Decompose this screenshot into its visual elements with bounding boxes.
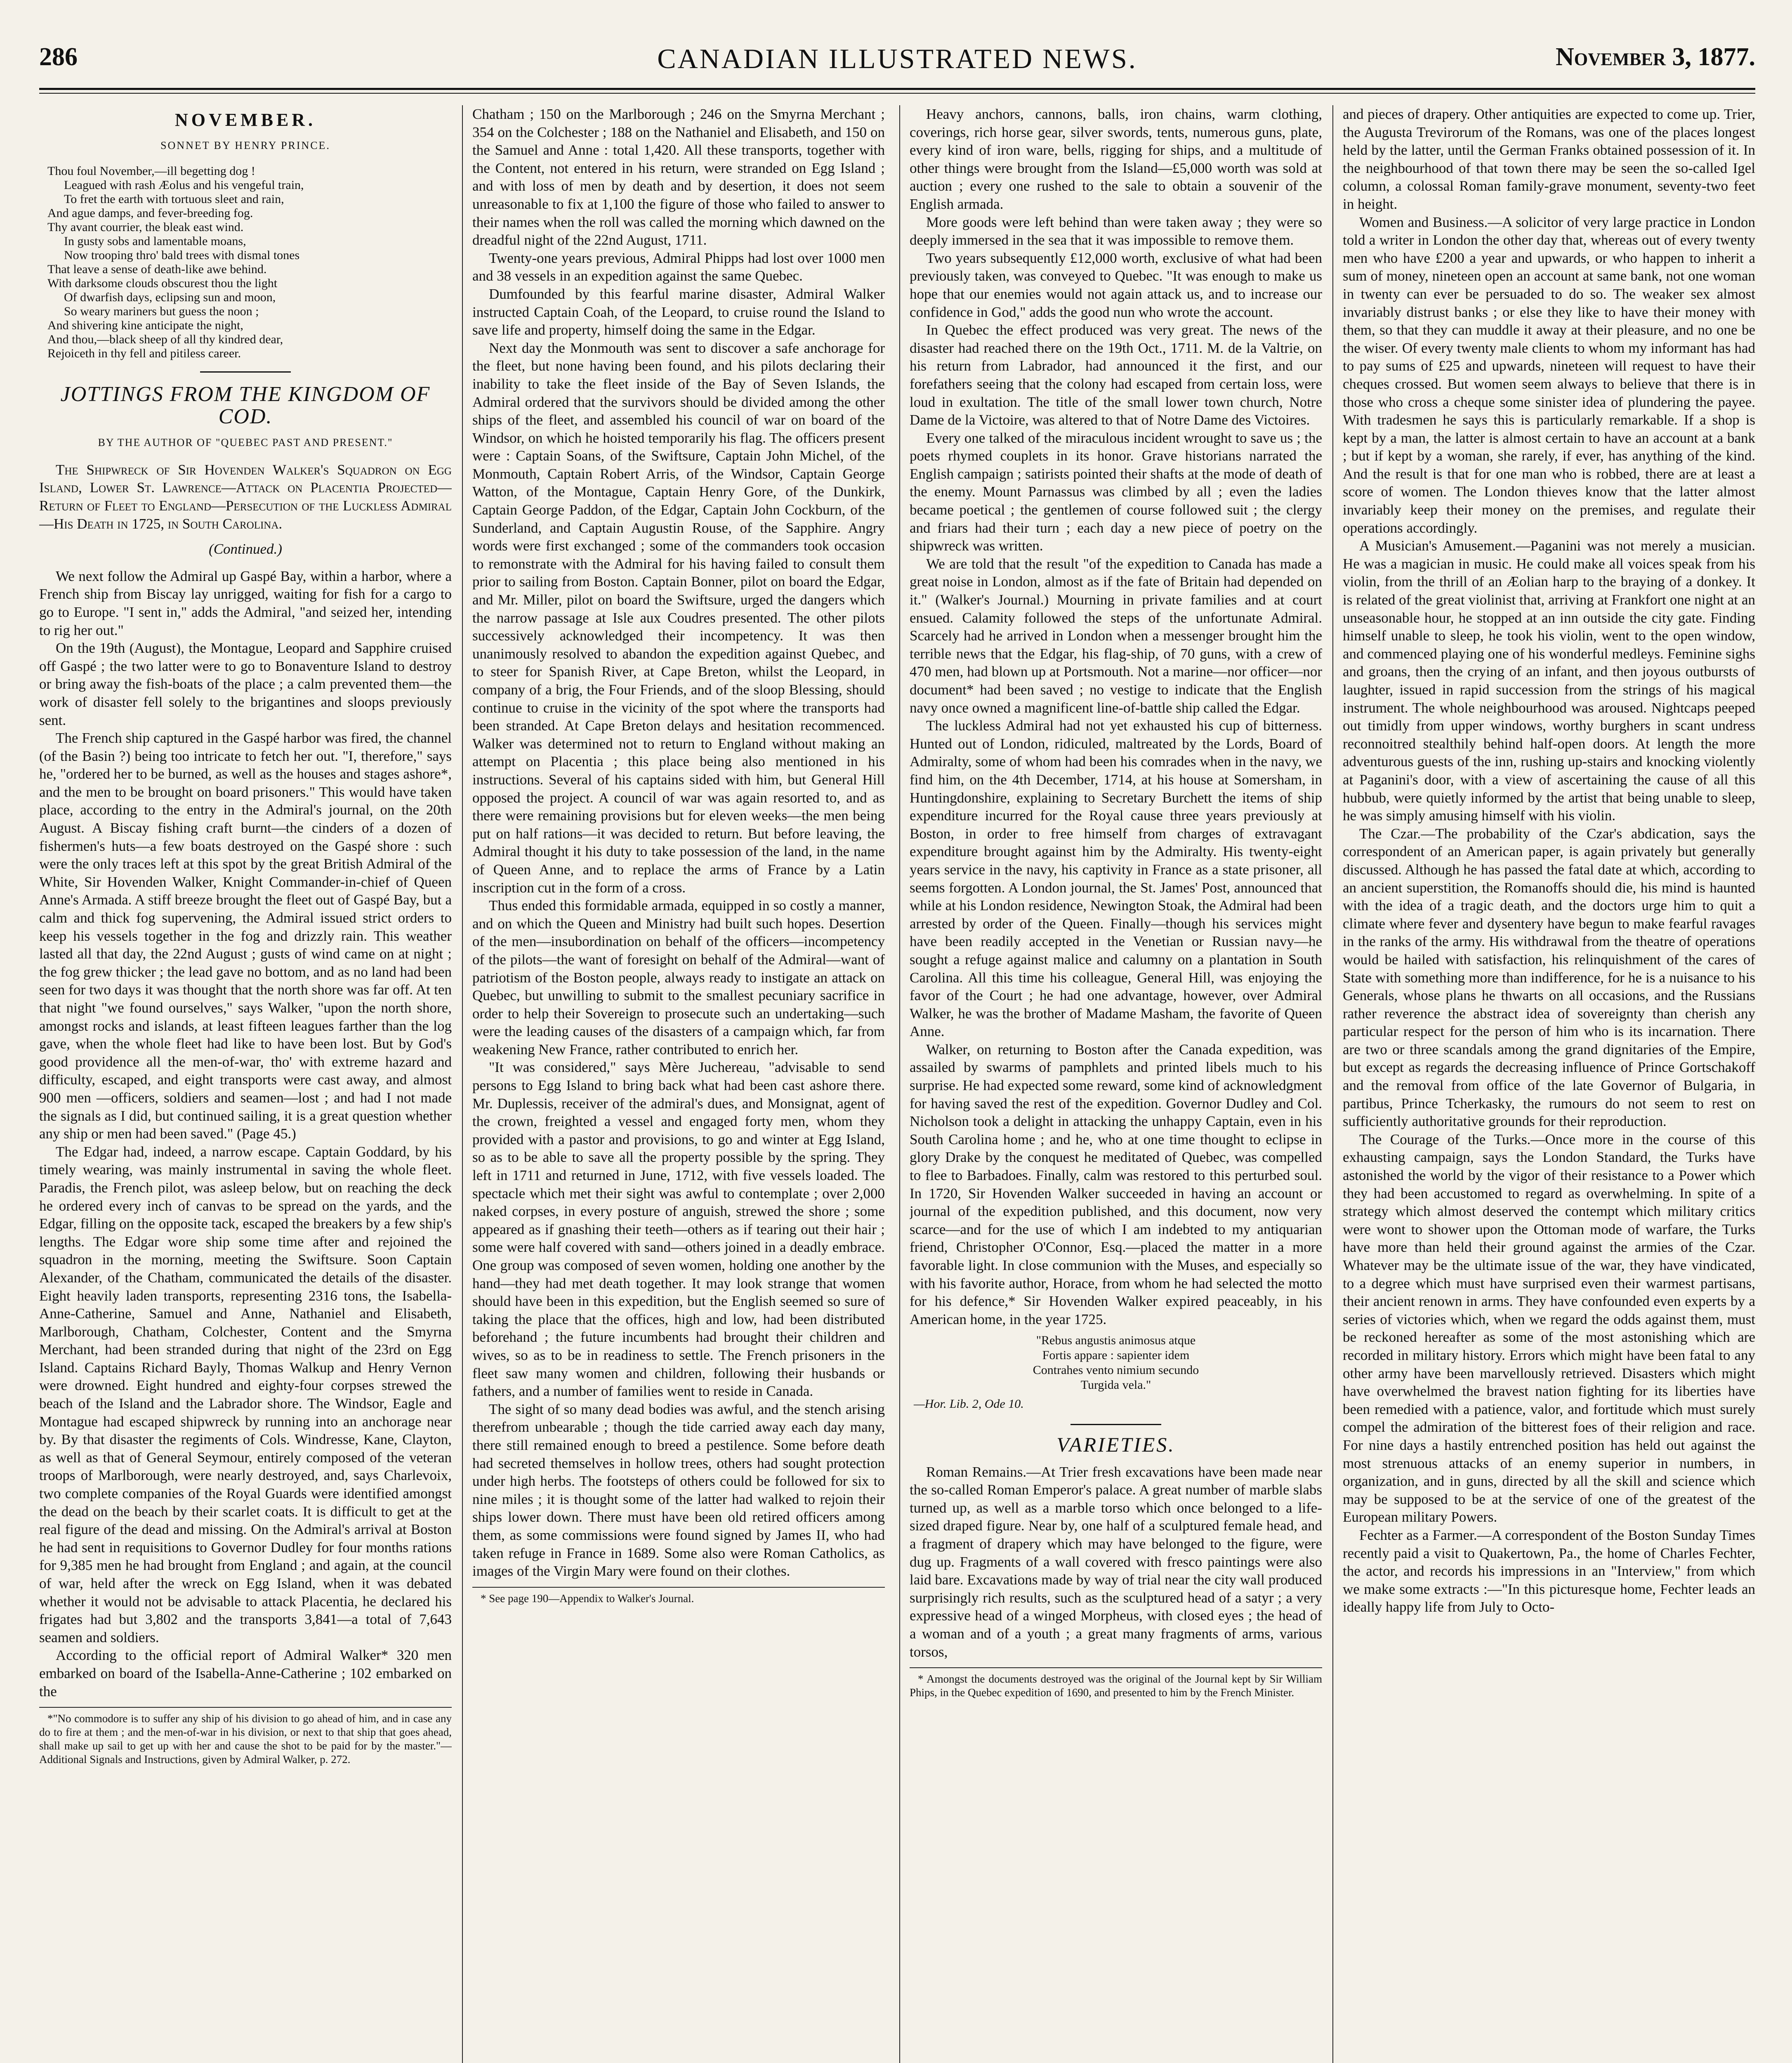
motto-line: Fortis appare : sapienter idem [1042,1348,1190,1362]
column-divider [462,105,463,2063]
poem-line: And shivering kine anticipate the night, [47,319,243,333]
poem-line: With darksome clouds obscurest thou the light [47,276,278,290]
poem-line: Leagued with rash Æolus and his vengeful train, [64,178,304,192]
poem-line: And ague damps, and fever-breeding fog. [47,206,253,220]
section-divider [1070,1424,1161,1425]
column-4 [1343,105,1755,2063]
article-paragraph: Chatham ; 150 on the Marlborough ; 246 on the Smyrna Merchant ; 354 on the Colchester ; 188 on the Nathaniel and Elisabeth, and 150 on the Samuel and Anne : total 1,420. All these transports, together with the Content, not entered in his return, were stranded on Egg Island ; and with loss of men by death and by desertion, it does not seem unreasonable to fix at 1,100 the figure of those who failed to answer to their names when the roll was called the morning which dawned on the dreadful night of the 22nd August, 1711. [472,106,885,248]
footnote-text: *"No commodore is to suffer any ship of his division to go ahead of him, and in case any do to fire at them ; and the men-of-war in his division, or next to that ship that goes ahead, shall make up sail to get up with her and cause the shot to be paid for by the master."—Additional Signals and Instructions, given by Admiral Walker, p. 272. [39,1712,452,1766]
poem-heading: NOVEMBER. [174,110,316,130]
article-paragraph: Two years subsequently £12,000 worth, exclusive of what had been previously taken, was conveyed to Quebec. "It was enough to make us hope that our enemies would not again attack us, and to increase our confidence in God," adds the good nun who wrote the account. [910,250,1322,320]
issue-date: November 3, 1877. [1556,43,1755,71]
article-paragraph: Walker, on returning to Boston after the Canada expedition, was assailed by swarms of pamphlets and printed libels much to his surprise. He had expected some reward, some kind of acknowledgment for having saved the rest of the expedition. Governor Dudley and Col. Nicholson took a delight in attacking the unhappy Captain, even in his South Carolina home ; and he, who at one time thought to eclipse in glory Drake by the conquest he meditated of Quebec, was compelled to flee to Barbadoes. Finally, calm was restored to this perturbed soul. In 1720, Sir Hovenden Walker succeeded in having an account or journal of the expedition published, and this document, now very scarce—and for the use of which I am indebted to my antiquarian friend, Christopher O'Connor, Esq.—placed the matter in a more favorable light. In close communion with the Muses, and especially so with his favorite author, Horace, from whom he had selected the motto for his defence,* Sir Hovenden Walker expired peaceably, in his American home, in the year 1725. [910,1041,1322,1327]
article-paragraph: More goods were left behind than were taken away ; they were so deeply immersed in the sea that it was impossible to remove them. [910,214,1322,248]
article-paragraph: We next follow the Admiral up Gaspé Bay, within a harbor, where a French ship from Biscay lay unrigged, waiting for fish for a cargo to go to Europe. "I sent in," adds the Admiral, "and seized her, intending to rig her out." [39,568,452,638]
column-2 [472,105,885,2063]
article-paragraph: Women and Business.—A solicitor of very large practice in London told a writer in London the other day that, whereas out of every twenty men who have £200 a year and upwards, or who happen to inherit a sum of money, nineteen open an account at same bank, not one woman in twenty can ever be persuaded to do so. The weaker sex almost invariably distrust banks ; or else they like to have their money with them, so that they can muddle it away at their pleasure, and no one be the wiser. Of every twenty male clients to whom my informant has had to pay sums of £25 and upwards, nineteen will request to have their cheques crossed. But women seem always to believe that there is in those who cross a cheque some sinister idea of plundering the payee. With tradesmen he says this is particularly remarkable. If a shop is kept by a man, the latter is almost certain to have an account at a bank ; but if kept by a woman, she rarely, if ever, has anything of the kind. And the result is that for one man who is robbed, there are at least a score of women. The London thieves know that the latter almost invariably keep their money on the premises, and regulate their operations accordingly. [1343,214,1755,536]
poem-line: Thy avant courrier, the bleak east wind. [47,220,244,234]
latin-motto [910,1333,1322,1393]
article-paragraph: Dumfounded by this fearful marine disaster, Admiral Walker instructed Captain Coah, of the Leopard, to cruise round the Island to save life and property, himself doing the same in the Edgar. [472,286,885,338]
poem-line: Now trooping thro' bald trees with dismal tones [64,248,300,262]
motto-line: Contrahes vento nimium secundo [1033,1363,1199,1377]
poem-line: Of dwarfish days, eclipsing sun and moon, [64,290,276,304]
column-divider [899,105,900,2063]
poem-line: In gusty sobs and lamentable moans, [64,234,246,248]
article-paragraph: The Edgar had, indeed, a narrow escape. Captain Goddard, by his timely wearing, was mainly instrumental in saving the whole fleet. Paradis, the French pilot, was asleep below, but on reaching the deck he ordered every inch of canvas to be spread on the yards, and the Edgar, filling on the opposite tack, escaped the breakers by a few ship's lengths. The Edgar wore ship some time after and rejoined the squadron in the morning, meeting the Swiftsure. Soon Captain Alexander, of the Chatham, communicated the details of the disaster. Eight heavily laden transports, representing 2316 tons, the Isabella-Anne-Catherine, Samuel and Anne, Nathaniel and Elisabeth, Marlborough, Chatham, Colchester, Content and the Smyrna Merchant, had been stranded during that night of the 23rd on Egg Island. Captains Richard Bayly, Thomas Walkup and Henry Vernon were drowned. Eight hundred and eighty-four corpses strewed the beach of the Island and the Labrador shore. The Windsor, Eagle and Montague had escaped shipwreck by running into an anchorage near by. By that disaster the regiments of Cols. Windresse, Kane, Clayton, as well as that of General Seymour, entirely composed of the veteran troops of Marlborough, were nearly destroyed, and, says Charlevoix, two complete companies of the Royal Guards were identified amongst the dead on the beach by their scarlet coats. It is difficult to get at the real figure of the dead and missing. On the Admiral's arrival at Boston he had sent in requisitions to Governor Dudley for four months rations for 9,385 men he had brought from England ; and again, at the council of war, held after the wreck on Egg Island, when it was debated whether it would not be advisable to attack Placentia, he declared his frigates had but 3,802 and the transports 3,841—a total of 7,643 seamen and soldiers. [39,1143,452,1645]
footnote [910,1667,1322,1699]
column-divider [1332,105,1333,2063]
section-divider [200,371,291,373]
article-paragraph: A Musician's Amusement.—Paganini was not merely a musician. He was a magician in music. He could make all voices speak from his violin, from the thrill of an Æolian harp to the braying of a donkey. It is related of the great violinist that, arriving at Frankfort one night at an unseasonable hour, he stopped at an inn outside the city gate. Finding himself unable to sleep, he took his violin, went to the open window, and commenced playing one of his wonderful medleys. Feminine sighs and groans, then the crying of an infant, and then joyous outbursts of laughter, issued in rapid succession from the strings of his magical instrument. The whole neighbourhood was aroused. Nightcaps peeped out timidly from upper windows, worthy burghers in scant undress reconnoitred stealthily behind half-open doors. At length the more adventurous guests of the inn, rushing up-stairs and knocking violently at Paganini's door, with a view of ascertaining the cause of all this hubbub, were quietly informed by the artist that being unable to sleep, he was simply amusing himself with his violin. [1343,538,1755,824]
article-paragraph: According to the official report of Admiral Walker* 320 men embarked on board of the Isabella-Anne-Catherine ; 102 embarked on the [39,1647,452,1699]
article-paragraph: On the 19th (August), the Montague, Leopard and Sapphire cruised off Gaspé ; the two latter were to go to Bonaventure Island to destroy or bring away the fish-boats of the place ; a calm prevented them—the work of disaster fell solely to the brigantines and sloops previously sent. [39,640,452,728]
article-paragraph: The luckless Admiral had not yet exhausted his cup of bitterness. Hunted out of London, ridiculed, maltreated by the Lords, Board of Admiralty, some of whom had been his comrades when in the navy, we find him, on the 4th December, 1714, at his house at Somersham, in Huntingdonshire, explaining to Secretary Burchett the items of ship expenditure incurred for the Royal cause three years previously at Boston, in order to free himself from charges of extravagant expenditure brought against him by the Admiralty. His twenty-eight years service in the navy, his captivity in France as a state prisoner, all seems forgotten. A London journal, the St. James' Post, announced that while at his London residence, Newington Stoak, the Admiral had been arrested by order of the Queen. Finally—though his services might have been readily accepted in the Venetian or Russian navy—he sought a refuge against malice and calumny on a plantation in South Carolina. All this time his colleague, General Hill, was enjoying the favor of the Court ; he had one advantage, however, over Admiral Walker, he was the brother of Madame Masham, the favorite of Queen Anne. [910,718,1322,1040]
poem-byline: SONNET BY HENRY PRINCE. [160,139,330,151]
poem-line: Thou foul November,—ill begetting dog ! [47,164,255,178]
poem-line: And thou,—black sheep of all thy kindred dear, [47,333,283,347]
article-summary: The Shipwreck of Sir Hovenden Walker's Squadron on Egg Island, Lower St. Lawrence—Attack on Placentia Projected—Return of Fleet to England—Persecution of the Luckless Admiral—His Death in 1725, in South Carolina. [39,461,452,532]
masthead-rule-thin [39,93,1755,94]
article-paragraph: The sight of so many dead bodies was awful, and the stench arising therefrom unbearable ; though the tide carried away each day many, there still remained enough to breed a pestilence. Some before death had secreted themselves in hollow trees, others had sought protection under high herbs. The footsteps of others could be followed for six to nine miles ; it is thought some of the latter had walked to rejoin their ships lower down. There must have been old retired officers among them, as some commissions were found signed by James II, who had taken refuge in France in 1689. Some also were Roman Catholics, as images of the Virgin Mary were found on their clothes. [472,1401,885,1579]
poem-line: To fret the earth with tortuous sleet and rain, [64,192,284,206]
masthead [39,35,1755,80]
page-number: 286 [39,43,78,71]
newspaper-title: CANADIAN ILLUSTRATED NEWS. [657,43,1137,74]
column-1 [39,105,452,2063]
article-paragraph: Next day the Monmouth was sent to discover a safe anchorage for the fleet, but none having been found, and his pilots declaring their inability to take the fleet inside of the Bay of Seven Islands, the Admiral ordered that the survivors should be divided among the other ships of the fleet, and assembled his council of war on board of the Windsor, on which he hoisted temporarily his flag. The officers present were : Captain Soans, of the Swiftsure, Captain John Michel, of the Monmouth, Captain Robert Arris, of the Windsor, Captain George Watton, of the Montague, Captain Henry Gore, of the Dunkirk, Captain George Paddon, of the Edgar, Captain John Cockburn, of the Sunderland, and Captain Augustin Rouse, of the Sapphire. Angry words were first exchanged ; some of the commanders took occasion to remonstrate with the Admiral for his having failed to consult them prior to sailing from Boston. Captain Bonner, pilot on board the Edgar, and Mr. Miller, pilot on board the Swiftsure, urged the dangers which the narrow passage at Isle aux Coudres presented. The other pilots successively acknowledged their incompetency. It was then unanimously resolved to abandon the expedition against Quebec, and to steer for Spanish River, at Cape Breton, whilst the Leopard, in company of a brig, the Four Friends, and of the sloop Blessing, should continue to cruise in the vicinity of the spot where the transports had been stranded. At Cape Breton delays and hesitation recommenced. Walker was determined not to return to England without making an attempt on Placentia ; this place being also mentioned in his instructions. Several of his captains sided with him, but General Hill opposed the project. A council of war was again resorted to, and as there were remaining provisions but for eleven weeks—the men being put on half rations—it was decided to return. But before leaving, the Admiral thought it his duty to take possession of the land, in the name of Queen Anne, and to replace the arms of France by a Latin inscription cut in the form of a cross. [472,340,885,896]
footnote-text: * Amongst the documents destroyed was the original of the Journal kept by Sir William Phips, in the Quebec expedition of 1690, and presented to him by the French Minister. [910,1673,1322,1699]
footnote [39,1707,452,1766]
poem-line: That leave a sense of death-like awe behind. [47,262,267,276]
article-paragraph: Heavy anchors, cannons, balls, iron chains, warm clothing, coverings, rich horse gear, silver swords, tents, numerous guns, plate, every kind of iron ware, bells, rigging for ships, and a multitude of other things were brought from the Island—£5,000 worth was sold at auction ; every one rushed to the sale to obtain a souvenir of the English armada. [910,106,1322,212]
article-paragraph: Twenty-one years previous, Admiral Phipps had lost over 1000 men and 38 vessels in an expedition against the same Quebec. [472,250,885,284]
article-paragraph: Roman Remains.—At Trier fresh excavations have been made near the so-called Roman Emperor's palace. A great number of marble slabs turned up, as well as a marble torso which once belonged to a life-sized draped figure. Near by, one half of a sculptured female head, and a fragment of drapery which may have belonged to the figure, were dug up. Fragments of a wall covered with fresco paintings were also laid bare. Excavations made by way of trial near the city wall produced surprisingly rich results, such as the sculptured head of a satyr ; a very expressive head of a winged Morpheus, with closed eyes ; the head of a woman and of a youth ; a great many fragments of arms, various torsos, [910,1463,1322,1660]
footnote-text: * See page 190—Appendix to Walker's Journal. [481,1592,694,1605]
continued-note: (Continued.) [209,541,282,557]
article-paragraph: In Quebec the effect produced was very great. The news of the disaster had reached there on the 19th Oct., 1711. M. de la Valtrie, on his return from Labrador, had announced it the first, and our forefathers seeing that the colony had escaped from certain loss, were loud in exultation. The title of the small lower town church, Notre Dame de la Victoire, was altered to that of Notre Dame des Victoires. [910,322,1322,428]
varieties-heading: VARIETIES. [1056,1433,1175,1456]
article-paragraph: The Czar.—The probability of the Czar's abdication, says the correspondent of an American paper, is again privately but generally discussed. Although he has passed the fatal date at which, according to an ancient superstition, the Romanoffs should die, his mind is haunted with the idea of a tragic death, and the doctors urge him to quit a climate where fever and dysentery have begun to make fearful ravages in the ranks of the army. His withdrawal from the theatre of operations would be hailed with satisfaction, his relinquishment of the cares of State with something more than indifference, for he is a nuisance to his Generals, whose plans he thwarts on all occasions, and the Russians rather reverence the abstract idea of sovereignty than cherish any particular respect for the person of him who is its incarnation. There are two or three scandals among the grand dignitaries of the Empire, but except as regards the decreasing influence of Prince Gortschakoff and the removal from office of the late Governor of Bulgaria, in partibus, Prince Tcherkasky, the rumours do not seem to rest on sufficiently authoritative grounds for their reproduction. [1343,825,1755,1130]
article-paragraph: Fechter as a Farmer.—A correspondent of the Boston Sunday Times recently paid a visit to Quakertown, Pa., the home of Charles Fechter, the actor, and records his impressions in an "Interview," from which we make some extracts :—"In this picturesque home, Fechter leads an ideally happy life from July to Octo- [1343,1527,1755,1615]
article-byline: BY THE AUTHOR OF "QUEBEC PAST AND PRESENT." [98,437,393,449]
article-paragraph: and pieces of drapery. Other antiquities are expected to come up. Trier, the Augusta Trevirorum of the Romans, was one of the places longest held by the latter, until the German Franks obtained possession of it. In the neighbourhood of that town there may be seen the so-called Igel column, a colossal Roman family-grave monument, seventy-two feet in height. [1343,106,1755,212]
article-paragraph: "It was considered," says Mère Juchereau, "advisable to send persons to Egg Island to bring back what had been cast ashore there. Mr. Duplessis, receiver of the admiral's dues, and Monsignat, agent of the crown, freighted a vessel and engaged forty men, whom they provided with a pastor and provisions, to go and winter at Egg Island, so as to be able to save all the property possible by the spring. They left in 1711 and returned in June, 1712, with five vessels loaded. The spectacle which met their sight was awful to contemplate ; over 2,000 naked corpses, in every posture of anguish, strewed the shore ; some appeared as if gnashing their teeth—others as if tearing out their hair ; some were half covered with sand—others joined in a deadly embrace. One group was composed of seven women, holding one another by the hand—they had met death together. It may look strange that women should have been in this expedition, but the English seemed so sure of taking the place that the offices, high and low, had been distributed beforehand ; the future incumbents had brought their children and wives, so as to be in readiness to settle. The French prisoners in the fleet saw many women and children, following their husbands or fathers, and a number of families went to reside in Canada. [472,1059,885,1400]
poem-body [47,164,452,361]
motto-citation: —Hor. Lib. 2, Ode 10. [914,1397,1024,1411]
footnote [472,1587,885,1605]
article-paragraph: Thus ended this formidable armada, equipped in so costly a manner, and on which the Queen and Ministry had built such hopes. Desertion of the men—insubordination on behalf of the officers—incompetency of the pilots—the want of foresight on behalf of the Admiral—want of patriotism of the Boston people, always ready to instigate an attack on Quebec, but unwilling to submit to the smallest pecuniary sacrifice in order to help their Sovereign to prosecute such an undertaking—such were the leading causes of the disasters of a campaign which, far from weakening New France, rather contributed to enrich her. [472,897,885,1057]
newspaper-page [39,35,1755,2063]
poem-line: So weary mariners but guess the noon ; [64,304,259,319]
article-title: JOTTINGS FROM THE KINGDOM OF COD. [60,382,431,429]
column-3 [910,105,1322,2063]
article-paragraph: Every one talked of the miraculous incident wrought to save us ; the poets rhymed couplets in its honor. Grave historians narrated the English campaign ; satirists pointed their shafts at the mode of death of the enemy. Mount Parnassus was climbed by all ; even the ladies became poetical ; the gentlemen of course followed suit ; the clergy and friars had their turn ; each day a new piece of poetry on the shipwreck was written. [910,430,1322,554]
masthead-rule-thick [39,88,1755,90]
motto-line: "Rebus angustis animosus atque [1036,1334,1196,1348]
article-paragraph: We are told that the result "of the expedition to Canada has made a great noise in London, almost as if the fate of Britain had depended on it." (Walker's Journal.) Mourning in private families and at court ensued. Calamity followed the steps of the unfortunate Admiral. Scarcely had he arrived in London when a messenger brought him the terrible news that the Edgar, his flag-ship, of 70 guns, with a crew of 470 men, had blown up at Portsmouth. Not a marine—nor officer—nor document* had been saved ; no vestige to indicate that the English navy once owned a magnificent line-of-battle ship called the Edgar. [910,555,1322,716]
motto-line: Turgida vela." [1080,1378,1151,1392]
article-paragraph: The French ship captured in the Gaspé harbor was fired, the channel (of the Basin ?) being too intricate to fetch her out. "I, therefore," says he, "ordered her to be burned, as well as the houses and stages ashore*, and the men to be brought on board prisoners." This would have taken place, according to the entry in the Admiral's journal, on the 20th August. A Biscay fishing craft burnt—the cinders of a dozen of fishermen's huts—a few boats destroyed on the Gaspé shore : such were the only traces left at this spot by the great British Admiral of the White, Sir Hovenden Walker, Knight Commander-in-chief of Queen Anne's Armada. A stiff breeze brought the fleet out of Gaspé Bay, but a calm and thick fog supervening, the Admiral issued strict orders to keep his vessels together in the fog and drizzly rain. This weather lasted all that day, the 22nd August ; gusts of wind came on at night ; the fog grew thicker ; the lead gave no bottom, and as no land had been seen for two days it was thought that the north shore was far off. At ten that night "we found ourselves," says Walker, "upon the north shore, amongst rocks and islands, at least fifteen leagues farther than the log gave, when the whole fleet had like to have been lost. But by God's good providence all the men-of-war, tho' with extreme hazard and difficulty, escaped, and eight transports were cast away, and almost 900 men —officers, soldiers and seamen—lost ; and had I not made the signals as I did, but continued sailing, it is a great question whether any ship or men had been saved." (Page 45.) [39,730,452,1142]
poem-line: Rejoiceth in thy fell and pitiless career. [47,347,241,361]
article-paragraph: The Courage of the Turks.—Once more in the course of this exhausting campaign, says the London Standard, the Turks have astonished the world by the vigor of their resistance to a Power which they had been accustomed to regard as overwhelming. In spite of a strategy which almost deserved the contempt which military critics were wont to shower upon the Ottoman mode of warfare, the Turks have more than held their ground against the armies of the Czar. Whatever may be the ultimate issue of the war, they have vindicated, to a degree which must have surprised even their warmest partisans, their ancient renown in arms. They have confounded even experts by a series of victories which, when we regard the odds against them, must be reckoned hereafter as some of the most astonishing which are recorded in military history. Errors which might have been fatal to any other army have been marvellously retrieved. Disasters which might have overwhelmed the bravest nation fighting for its liberties have been remedied with a patience, valor, and fortitude which must surely compel the admiration of the bitterest foes of their religion and race. For nine days a hastily entrenched position has held out against the most strenuous attacks of an enemy superior in numbers, in organization, and in guns, directed by all the skill and science which may be supposed to be at the service of one of the greatest of the European military Powers. [1343,1131,1755,1525]
